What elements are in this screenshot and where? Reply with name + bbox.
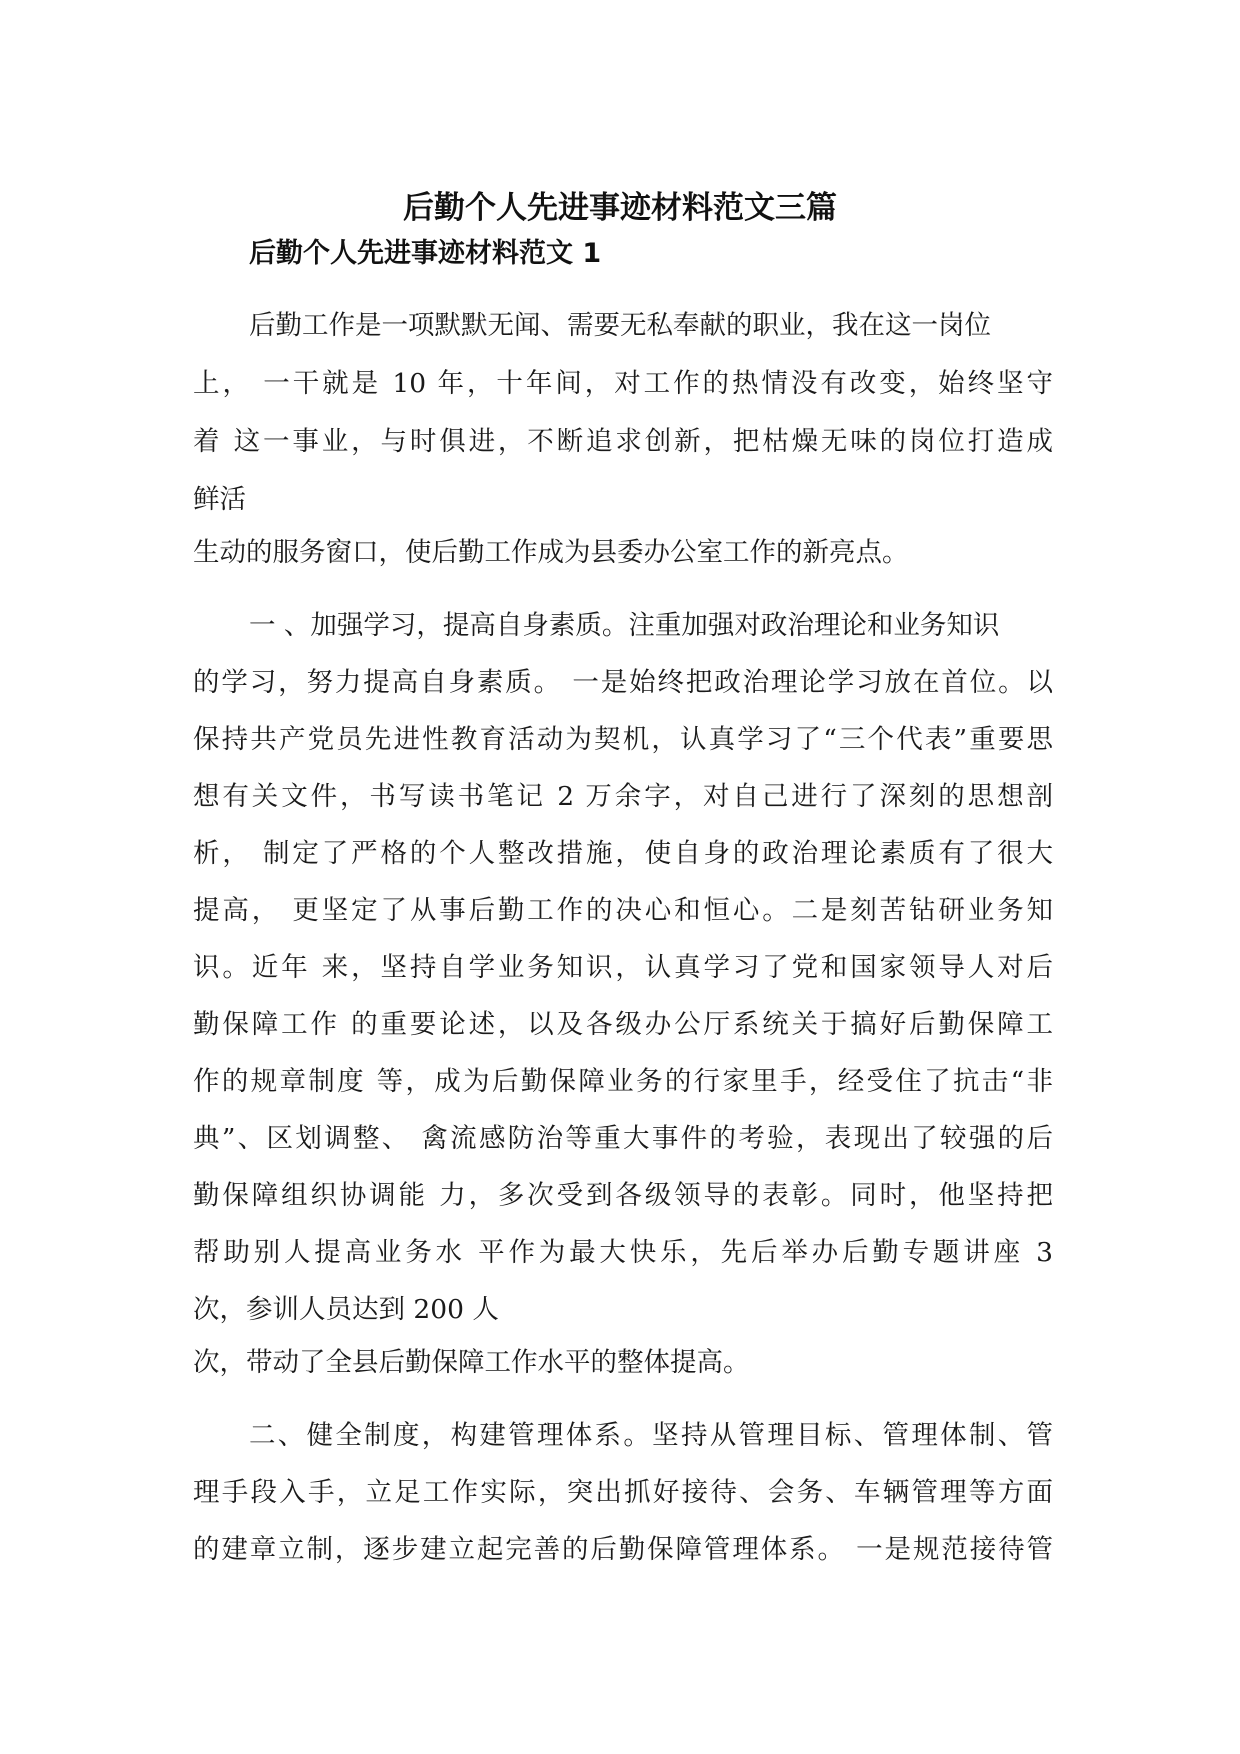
paragraph-line: 勤保障工作 的重要论述，以及各级办公厅系统关于搞好后勤保障工: [193, 1009, 1053, 1040]
paragraph-line: 典”、区划调整、 禽流感防治等重大事件的考验，表现出了较强的后: [193, 1123, 1053, 1154]
paragraph-line: 想有关文件，书写读书笔记 2 万余字，对自己进行了深刻的思想剖: [193, 781, 1053, 812]
paragraph-line: 的建章立制，逐步建立起完善的后勤保障管理体系。 一是规范接待管: [193, 1534, 1053, 1565]
paragraph-line: 帮助别人提高业务水 平作为最大快乐，先后举办后勤专题讲座 3: [193, 1237, 1053, 1268]
paragraph-line: 析， 制定了严格的个人整改措施，使自身的政治理论素质有了很大: [193, 838, 1053, 869]
paragraph-line: 保持共产党员先进性教育活动为契机，认真学习了“三个代表”重要思: [193, 724, 1053, 755]
paragraph-line: 鲜活: [193, 484, 246, 515]
paragraph-line: 二、健全制度，构建管理体系。坚持从管理目标、管理体制、管: [249, 1420, 1053, 1451]
paragraph-line: 上， 一干就是 10 年，十年间，对工作的热情没有改变，始终坚守: [193, 368, 1053, 399]
paragraph-line: 着 这一事业，与时俱进，不断追求创新，把枯燥无味的岗位打造成: [193, 426, 1053, 457]
document-title: 后勤个人先进事迹材料范文三篇: [403, 190, 837, 226]
paragraph-line: 后勤工作是一项默默无闻、需要无私奉献的职业，我在这一岗位: [249, 310, 991, 341]
section-heading: 后勤个人先进事迹材料范文 1: [249, 238, 602, 269]
paragraph-line: 生动的服务窗口，使后勤工作成为县委办公室工作的新亮点。: [193, 537, 909, 568]
paragraph-line: 作的规章制度 等，成为后勤保障业务的行家里手，经受住了抗击“非: [193, 1066, 1053, 1097]
paragraph-line: 勤保障组织协调能 力，多次受到各级领导的表彰。同时，他坚持把: [193, 1180, 1053, 1211]
paragraph-line: 识。近年 来，坚持自学业务知识，认真学习了党和国家领导人对后: [193, 952, 1053, 983]
paragraph-line: 次，带动了全县后勤保障工作水平的整体提高。: [193, 1347, 750, 1378]
paragraph-line: 一 、加强学习，提高自身素质。注重加强对政治理论和业务知识: [249, 610, 1000, 641]
paragraph-line: 的学习，努力提高自身素质。 一是始终把政治理论学习放在首位。以: [193, 667, 1053, 698]
paragraph-line: 理手段入手，立足工作实际，突出抓好接待、会务、车辆管理等方面: [193, 1477, 1053, 1508]
paragraph-line: 提高， 更坚定了从事后勤工作的决心和恒心。二是刻苦钻研业务知: [193, 895, 1053, 926]
paragraph-line: 次，参训人员达到 200 人: [193, 1294, 499, 1325]
